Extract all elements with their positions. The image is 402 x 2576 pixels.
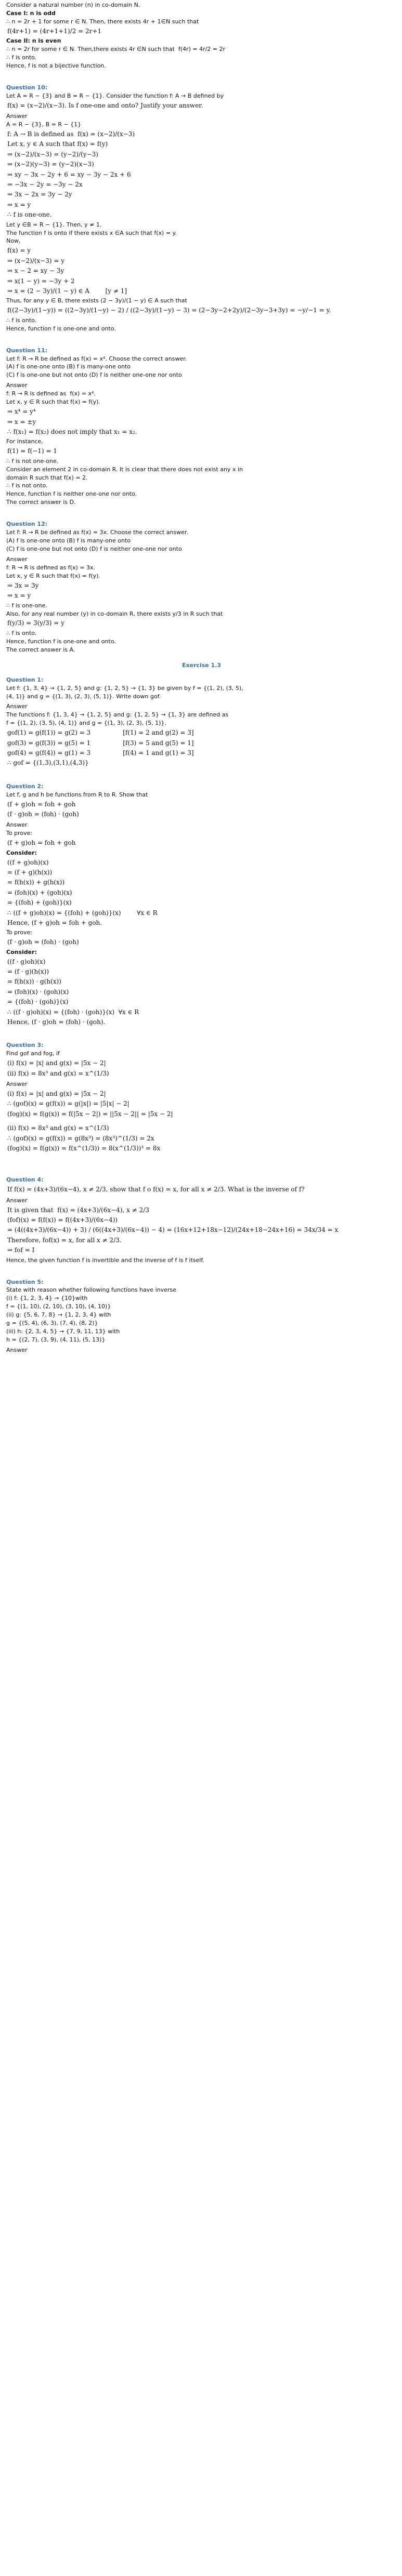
- exercise-question-1: [6, 676, 397, 769]
- answer-line: ∴ f is onto.: [6, 316, 37, 324]
- answer-line: ∴ f is one-one.: [6, 602, 47, 609]
- question-statement: State with reason whether following functions have inverse: [6, 1286, 176, 1294]
- question-statement: (i) f: {1, 2, 3, 4} → {10}with: [6, 1295, 88, 1302]
- answer-reason: [f(1) = 2 and g(2) = 3]: [123, 729, 194, 737]
- question-statement: (f · g)oh = (foh) · (goh): [7, 811, 79, 818]
- question-statement: Let f: R → R be defined as f(x) = x⁴. Choose the correct answer.: [6, 355, 187, 362]
- answer-label: Answer: [6, 1197, 28, 1204]
- answer-line: ⇒ 3x − 2x = 3y − 2y: [7, 191, 72, 198]
- answer-line: Hence, (f · g)oh = (foh) · (goh).: [7, 1018, 106, 1026]
- answer-line: ∴ f is one-one.: [7, 211, 52, 219]
- answer-line: = {(foh) + (goh)}(x): [7, 899, 72, 907]
- answer-line: Thus, for any y ∈ B, there exists (2 − 3y)/(1 − y) ∈ A such that: [6, 297, 187, 304]
- answer-line: (i) f(x) = |x| and g(x) = |5x − 2|: [7, 1090, 106, 1097]
- question-statement: (4, 1)} and g = {(1, 3), (2, 3), (5, 1)}. Write down gof.: [6, 693, 161, 700]
- answer-label: Answer: [6, 556, 28, 563]
- answer-line: ∴ f is onto.: [6, 629, 37, 636]
- answer-line: Let x, y ∈ R such that f(x) = f(y).: [6, 572, 100, 579]
- answer-line: Hence, (f + g)oh = foh + goh.: [7, 919, 102, 927]
- answer-line: gof(3) = g(f(3)) = g(5) = 1: [7, 739, 91, 747]
- intro-line: Case II: n is even: [6, 37, 61, 45]
- answer-line: A = R − {3}, B = R − {1}: [6, 121, 82, 128]
- answer-line: f: R → R is defined as f(x) = x⁴.: [6, 390, 96, 397]
- intro-line: ∴ f is onto.: [6, 54, 37, 61]
- answer-line: Let x, y ∈ A such that f(x) = f(y): [7, 140, 108, 148]
- answer-line: ⇒ x⁴ = y⁴: [7, 408, 36, 416]
- question-statement: (iii) h: {2, 3, 4, 5} → {7, 9, 11, 13} with: [6, 1328, 120, 1335]
- exercise-heading: Exercise 1.3: [181, 661, 222, 669]
- answer-line: ⇒ −3x − 2y = −3y − 2x: [7, 181, 83, 189]
- composition-table: [6, 727, 397, 769]
- answer-line: Now,: [6, 237, 21, 245]
- answer-line: ⇒ (x−2)(y−3) = (y−2)(x−3): [7, 161, 94, 168]
- answer-line: ∴ (gof)(x) = g(f(x)) = g(|x|) = |5|x| − 2|: [7, 1100, 129, 1108]
- answer-line: The function f is onto if there exists x ∈A such that f(x) = y.: [6, 229, 177, 236]
- answer-label: Answer: [6, 1347, 28, 1353]
- answer-line: = (4((4x+3)/(6x−4)) + 3) / (6((4x+3)/(6x−4)) − 4) = (16x+12+18x−12)/(24x+18−24x+16) = 34x/34 = x: [7, 1226, 339, 1234]
- question-statement: Let f, g and h be functions from R to R. Show that: [6, 791, 148, 798]
- answer-line: Let x, y ∈ R such that f(x) = f(y).: [6, 399, 100, 406]
- question-title: Question 5:: [6, 1278, 44, 1285]
- answer-line: = (foh)(x) · (goh)(x): [7, 988, 69, 995]
- answer-line: Consider an element 2 in co-domain R. It is clear that there does not exist any x in: [6, 466, 243, 473]
- intro-line: ∴ n = 2r for some r ∈ N. Then,there exists 4r ∈N such that f(4r) = 4r/2 = 2r: [6, 46, 226, 53]
- answer-line: ⇒ xy − 3x − 2y + 6 = xy − 3y − 2x + 6: [7, 170, 131, 178]
- answer-line: ∴ f is not onto.: [6, 482, 48, 489]
- answer-label: Answer: [6, 382, 28, 389]
- exercise-question-2: [6, 769, 397, 1027]
- answer-line: ∴ gof = {(1,3),(3,1),(4,3)}: [7, 759, 89, 767]
- composition-reasons: [122, 727, 193, 769]
- answer-line: (fog)(x) = f(g(x)) = f(|5x − 2|) = ||5x − 2|| = |5x − 2|: [7, 1110, 173, 1118]
- answer-reason: [f(4) = 1 and g(1) = 3]: [123, 749, 194, 757]
- question-statement: (i) f(x) = |x| and g(x) = |5x − 2|: [7, 1059, 106, 1067]
- question-statement: (A) f is one-one onto (B) f is many-one onto: [6, 363, 131, 370]
- answer-line: ⇒ x = y: [7, 592, 31, 600]
- answer-line: = (foh)(x) + (goh)(x): [7, 888, 72, 896]
- answer-line: The correct answer is A.: [6, 646, 75, 653]
- question-statement: f = {(1, 10), (2, 10), (3, 10), (4, 10)}: [6, 1303, 111, 1310]
- answer-line: f(1) = f(−1) = 1: [7, 447, 57, 455]
- answer-line: Hence, function f is one-one and onto.: [6, 325, 116, 332]
- answer-line: Consider:: [6, 948, 37, 955]
- answer-line: Hence, function f is one-one and onto.: [6, 638, 116, 645]
- answer-line: ((f + g)oh)(x): [7, 858, 49, 866]
- answer-line: ((f · g)oh)(x): [7, 958, 46, 965]
- intro-line: Consider a natural number (n) in co-domain N.: [6, 2, 140, 8]
- question-12: [6, 507, 397, 654]
- answer-reason: [f(3) = 5 and g(5) = 1]: [123, 739, 194, 747]
- answer-line: Consider:: [6, 849, 37, 856]
- answer-label: Answer: [6, 703, 28, 710]
- answer-line: f((2−3y)/(1−y)) = ((2−3y)/(1−y) − 2) / ((2−3y)/(1−y) − 3) = (2−3y−2+2y)/(2−3y−3+3y) = −y/−1 = y.: [7, 307, 331, 314]
- answer-line: gof(4) = g(f(4)) = g(1) = 3: [7, 749, 91, 757]
- answer-line: ∴ f(x₁) = f(x₂) does not imply that x₁ = x₂.: [7, 428, 137, 435]
- answer-line: = f(h(x)) · g(h(x)): [7, 978, 61, 986]
- answer-line: ⇒ x = ±y: [7, 418, 36, 426]
- answer-line: (fof)(x) = f(f(x)) = f((4x+3)/(6x−4)): [7, 1216, 118, 1224]
- question-title: Question 11:: [6, 347, 48, 354]
- answer-line: It is given that f(x) = (4x+3)/(6x−4), x ≠ 2/3: [7, 1206, 149, 1214]
- answer-line: ⇒ (x−2)/(x−3) = (y−2)/(y−3): [7, 150, 98, 158]
- answer-line: To prove:: [6, 929, 33, 936]
- answer-line: (f · g)oh = (foh) · (goh): [7, 938, 79, 946]
- question-statement: g = {(5, 4), (6, 3), (7, 4), (8, 2)}: [6, 1320, 98, 1327]
- question-statement: h = {(2, 7), (3, 9), (4, 11), (5, 13)}: [6, 1336, 106, 1344]
- answer-line: ∴ ((f + g)oh)(x) = {(foh) + (goh)}(x) ∀x ∈ R: [7, 909, 158, 917]
- answer-line: For instance,: [6, 438, 43, 445]
- question-statement: Let A = R − {3} and B = R − {1}. Consider the function f: A → B defined by: [6, 92, 224, 99]
- answer-label: Answer: [6, 113, 28, 120]
- answer-line: ⇒ x(1 − y) = −3y + 2: [7, 277, 75, 285]
- composition-values: [6, 727, 90, 769]
- question-11: [6, 333, 397, 507]
- answer-line: ⇒ x = (2 − 3y)/(1 − y) ∈ A [y ≠ 1]: [7, 287, 127, 295]
- answer-line: ∴ (gof)(x) = g(f(x)) = g(8x³) = (8x³)^(1/3) = 2x: [7, 1134, 154, 1142]
- answer-label: Answer: [6, 821, 28, 829]
- answer-line: Hence, function f is neither one-one nor onto.: [6, 490, 137, 498]
- question-statement: Let f: R → R be defined as f(x) = 3x. Choose the correct answer.: [6, 529, 188, 536]
- question-title: Question 2:: [6, 782, 44, 790]
- question-statement: Let f: {1, 3, 4} → {1, 2, 5} and g: {1, 2, 5} → {1, 3} be given by f = {(1, 2), (3, 5),: [6, 684, 243, 692]
- answer-line: ⇒ x = y: [7, 201, 31, 208]
- answer-line: f(y/3) = 3(y/3) = y: [7, 619, 64, 627]
- answer-line: ∴ f is not one-one.: [6, 457, 59, 464]
- question-title: Question 12:: [6, 521, 48, 528]
- question-statement: (f + g)oh = foh + goh: [7, 800, 76, 808]
- answer-line: ⇒ x − 2 = xy − 3y: [7, 267, 64, 275]
- answer-line: Hence, the given function f is invertible and the inverse of f is f itself.: [6, 1256, 204, 1264]
- answer-line: = f(h(x)) + g(h(x)): [7, 879, 65, 886]
- intro-block: [6, 1, 397, 70]
- answer-line: (fog)(x) = f(g(x)) = f(x^(1/3)) = 8(x^(1/3))³ = 8x: [7, 1144, 161, 1152]
- question-statement: Find gof and fog, if: [6, 1050, 60, 1057]
- answer-label: Answer: [6, 1081, 28, 1088]
- intro-line: ∴ n = 2r + 1 for some r ∈ N. Then, there exists 4r + 1∈N such that: [6, 18, 199, 25]
- answer-line: = {(foh) · (goh)}(x): [7, 998, 69, 1006]
- question-title: Question 4:: [6, 1176, 44, 1184]
- answer-line: (ii) f(x) = 8x³ and g(x) = x^(1/3): [7, 1124, 109, 1132]
- question-10: [6, 70, 397, 333]
- answer-line: ⇒ (x−2)/(x−3) = y: [7, 257, 65, 264]
- answer-line: Let y ∈B = R − {1}. Then, y ≠ 1.: [6, 221, 102, 228]
- answer-line: ⇒ fof = I: [7, 1246, 35, 1254]
- answer-line: domain R such that f(x) = 2.: [6, 474, 88, 481]
- question-title: Question 10:: [6, 84, 48, 91]
- answer-line: Also, for any real number (y) in co-domain R, there exists y/3 in R such that: [6, 610, 223, 617]
- answer-line: f: R → R is defined as f(x) = 3x.: [6, 564, 96, 571]
- question-statement: (ii) g: {5, 6, 7, 8} → {1, 2, 3, 4} with: [6, 1311, 111, 1319]
- answer-line: (f + g)oh = foh + goh: [7, 839, 76, 847]
- question-statement: (ii) f(x) = 8x³ and g(x) = x^(1/3): [7, 1069, 109, 1077]
- question-title: Question 1:: [6, 676, 44, 683]
- answer-line: Therefore, fof(x) = x, for all x ≠ 2/3.: [7, 1236, 122, 1244]
- exercise-question-4: [6, 1154, 397, 1264]
- intro-math: f(4r+1) = (4r+1+1)/2 = 2r+1: [7, 27, 102, 35]
- exercise-question-5: [6, 1265, 397, 1355]
- answer-line: f: A → B is defined as f(x) = (x−2)/(x−3): [7, 130, 135, 138]
- answer-line: gof(1) = g(f(1)) = g(2) = 3: [7, 729, 91, 737]
- answer-line: The correct answer is D.: [6, 499, 76, 506]
- answer-line: = (f · g)(h(x)): [7, 968, 49, 976]
- intro-line: Case I: n is odd: [6, 9, 56, 17]
- question-title: Question 3:: [6, 1042, 44, 1049]
- intro-line: Hence, f is not a bijective function.: [6, 62, 106, 70]
- question-statement: (A) f is one-one onto (B) f is many-one onto: [6, 537, 131, 545]
- answer-line: ⇒ 3x = 3y: [7, 581, 39, 589]
- answer-line: f(x) = y: [7, 247, 31, 255]
- answer-line: f = {(1, 2), (3, 5), (4, 1)} and g = {(1, 3), (2, 3), (5, 1)}.: [6, 720, 166, 727]
- question-statement: (C) f is one-one but not onto (D) f is neither one-one nor onto: [6, 546, 182, 553]
- answer-line: = (f + g)(h(x)): [7, 869, 53, 877]
- question-statement: f(x) = (x−2)/(x−3). Is f one-one and onto? Justify your answer.: [7, 101, 203, 109]
- answer-line: ∴ ((f · g)oh)(x) = {(foh) · (goh)}(x) ∀x ∈ R: [7, 1008, 139, 1016]
- question-statement: (C) f is one-one but not onto (D) f is neither one-one nor onto: [6, 371, 182, 379]
- question-statement: If f(x) = (4x+3)/(6x−4), x ≠ 2/3, show that f o f(x) = x, for all x ≠ 2/3. What is the inverse of f?: [7, 1186, 305, 1193]
- answer-line: The functions f: {1, 3, 4} → {1, 2, 5} and g: {1, 2, 5} → {1, 3} are defined as: [6, 711, 229, 719]
- exercise-question-3: [6, 1028, 397, 1153]
- answer-line: To prove:: [6, 830, 33, 837]
